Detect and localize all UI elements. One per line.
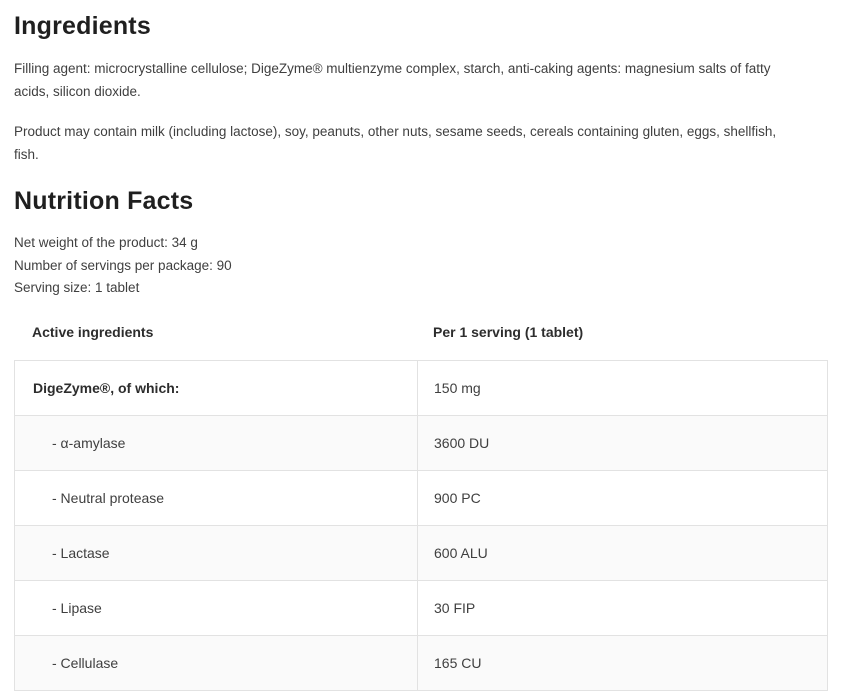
ingredient-label: DigeZyme®, of which: [15, 360, 418, 415]
serving-size-line: Serving size: 1 tablet [14, 280, 140, 295]
ingredient-value: 150 mg [418, 360, 828, 415]
column-header-active-ingredients: Active ingredients [32, 323, 154, 340]
paragraph-line: fish. [14, 147, 39, 162]
ingredient-value: 3600 DU [418, 415, 828, 470]
ingredient-label: - Lactase [15, 525, 418, 580]
nutrition-details [14, 232, 828, 300]
nutrition-table-header [14, 324, 828, 340]
ingredients-title: Ingredients [14, 12, 151, 40]
nutrition-table [14, 360, 828, 691]
ingredient-label: - Cellulase [15, 635, 418, 690]
nutrition-facts-title: Nutrition Facts [14, 187, 194, 215]
servings-line: Number of servings per package: 90 [14, 257, 232, 273]
allergen-paragraph [14, 120, 828, 166]
table-row-lipase [15, 580, 828, 635]
paragraph-line: Filling agent: microcrystalline cellulose; DigeZyme® multienzyme complex, starch, anti-caking agents: magnesium salts of fatty [14, 61, 771, 76]
ingredient-label: - Neutral protease [15, 470, 418, 525]
ingredient-value: 900 PC [418, 470, 828, 525]
table-row-neutral-protease [15, 470, 828, 525]
nutrition-table-body [15, 360, 828, 690]
ingredients-paragraph-1 [14, 57, 828, 103]
paragraph-line: Product may contain milk (including lactose), soy, peanuts, other nuts, sesame seeds, cereals containing gluten, eggs, shellfish, [14, 124, 777, 139]
ingredient-value: 600 ALU [418, 525, 828, 580]
paragraph-line: acids, silicon dioxide. [14, 84, 141, 99]
ingredient-label: - α-amylase [15, 415, 418, 470]
table-row-digezyme [15, 360, 828, 415]
ingredient-value: 30 FIP [418, 580, 828, 635]
ingredient-value: 165 CU [418, 635, 828, 690]
net-weight-line: Net weight of the product: 34 g [14, 235, 198, 250]
column-header-per-serving: Per 1 serving (1 tablet) [433, 323, 584, 340]
ingredient-label: - Lipase [15, 580, 418, 635]
table-row-lactase [15, 525, 828, 580]
table-row-amylase [15, 415, 828, 470]
table-row-cellulase [15, 635, 828, 690]
